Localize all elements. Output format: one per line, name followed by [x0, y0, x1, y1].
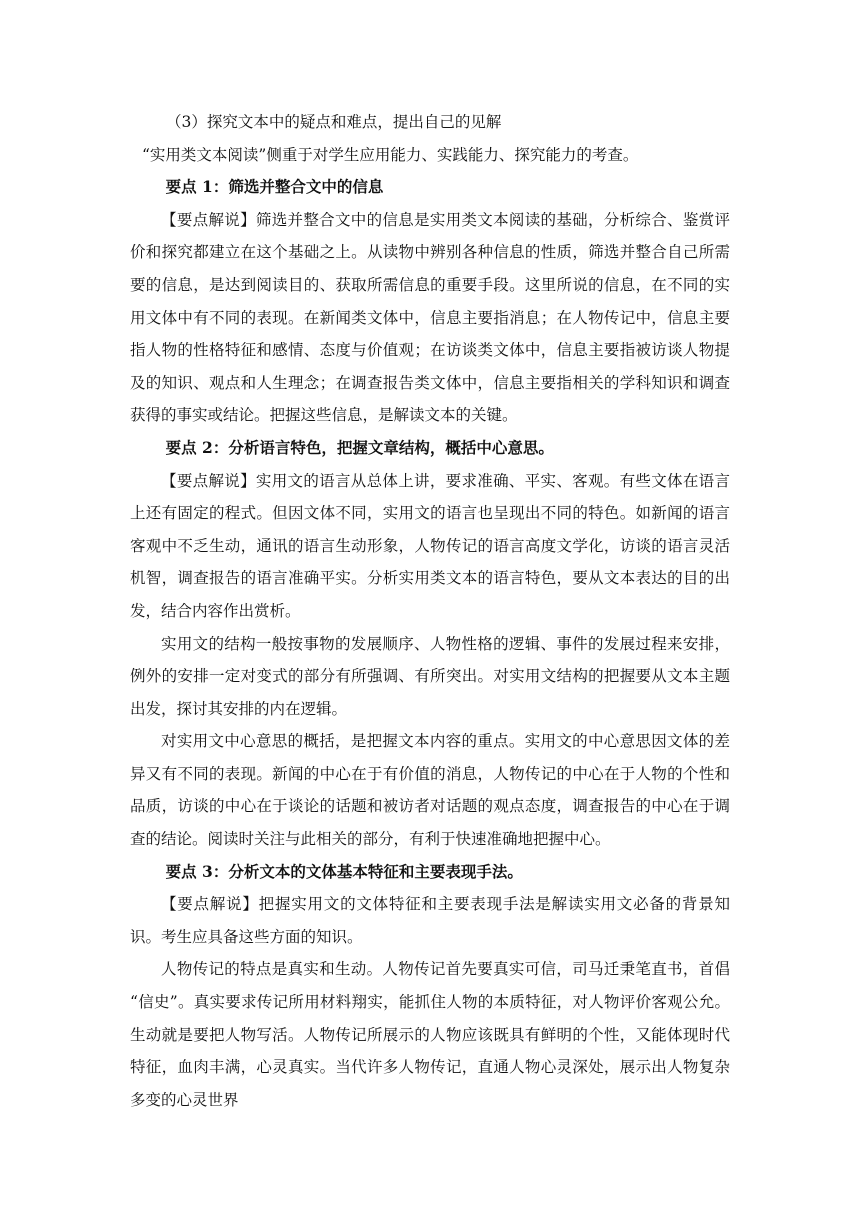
- point-2-heading: 要点 2：分析语言特色，把握文章结构，概括中心意思。: [165, 437, 554, 457]
- point-2-body: 实用文的语言从总体上讲，要求准确、平实、客观。有些文体在语言上还有固定的程式。但因文体不同，实用文的语言也呈现出不同的特色。如新闻的语言客观中不乏生动，通讯的语言生动形象，人物传记的语言高度文学化，访谈的语言灵活机智，调查报告的语言准确平实。分析实用类文本的语言特色，要从文本表达的目的出发，结合内容作出赏析。: [130, 471, 730, 620]
- intro-line-2: “实用类文本阅读”侧重于对学生应用能力、实践能力、探究能力的考查。: [142, 145, 639, 164]
- point-2-structure-paragraph: 实用文的结构一般按事物的发展顺序、人物性格的逻辑、事件的发展过程来安排，例外的安排一定对变式的部分有所强调、有所突出。对实用文结构的把握要从文本主题出发，探讨其安排的内在逻辑。: [130, 634, 730, 718]
- document-body: [130, 106, 730, 1116]
- point-3-heading: 要点 3：分析文本的文体基本特征和主要表现手法。: [165, 861, 523, 881]
- intro-line-1: （3）探究文本中的疑点和难点，提出自己的见解: [166, 113, 502, 131]
- point-2-tag: 【要点解说】: [161, 471, 256, 490]
- point-2-center-paragraph: 对实用文中心意思的概括，是把握文本内容的重点。实用文的中心意思因文体的差异又有不同的表现。新闻的中心在于有价值的消息，人物传记的中心在于人物的个性和品质，访谈的中心在于谈论的话题和被访者对话题的观点态度，调查报告的中心在于调查的结论。阅读时关注与此相关的部分，有利于快速准确地把握中心。: [130, 732, 730, 849]
- point-3-biography-paragraph: 人物传记的特点是真实和生动。人物传记首先要真实可信，司马迁秉笔直书，首倡 “信史”。真实要求传记所用材料翔实，能抓住人物的本质特征，对人物评价客观公允。生动就是要把人物写活。人物传记所展示的人物应该既具有鲜明的个性，又能体现时代特征，血肉丰满，心灵真实。当代许多人物传记，直通人物心灵深处，展示出人物复杂多变的心灵世界: [130, 960, 730, 1109]
- point-3-paragraph: [130, 888, 730, 953]
- point-2-paragraph: [130, 465, 730, 628]
- point-1-paragraph: [130, 204, 730, 432]
- point-1-tag: 【要点解说】: [161, 210, 256, 229]
- point-3-body: 把握实用文的文体特征和主要表现手法是解读实用文必备的背景知识。考生应具备这些方面的知识。: [130, 895, 730, 946]
- point-1-heading: 要点 1：筛选并整合文中的信息: [165, 177, 384, 197]
- point-3-tag: 【要点解说】: [161, 895, 259, 914]
- point-1-body: 筛选并整合文中的信息是实用类文本阅读的基础，分析综合、鉴赏评价和探究都建立在这个基础之上。从读物中辨别各种信息的性质，筛选并整合自己所需要的信息，是达到阅读目的、获取所需信息的重要手段。这里所说的信息，在不同的实用文体中有不同的表现。在新闻类文体中，信息主要指消息；在人物传记中，信息主要指人物的性格特征和感情、态度与价值观；在访谈类文体中，信息主要指被访谈人物提及的知识、观点和人生理念；在调查报告类文体中，信息主要指相关的学科知识和调查获得的事实或结论。把握这些信息，是解读文本的关键。: [130, 210, 730, 425]
